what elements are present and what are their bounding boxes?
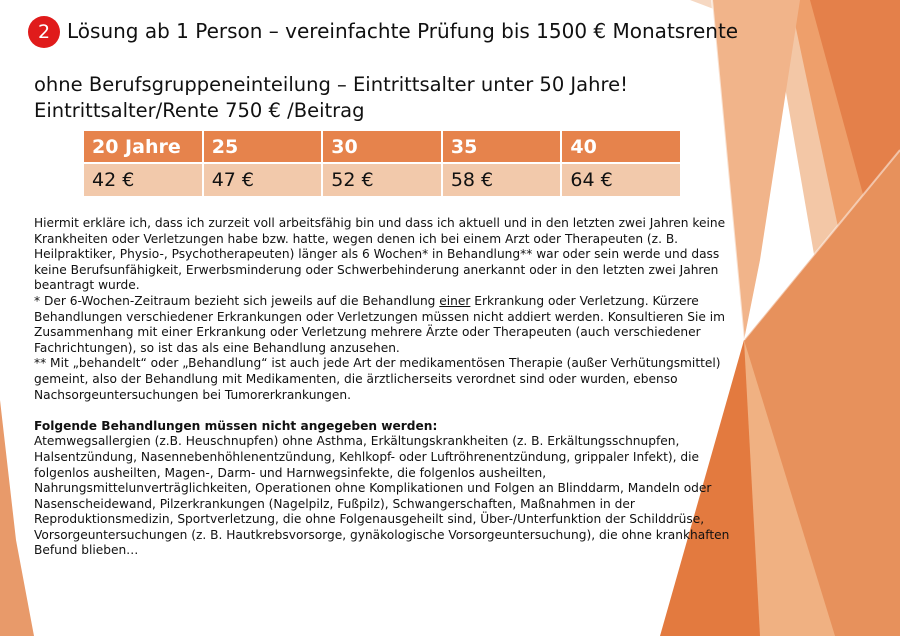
age-cell: 40	[561, 130, 681, 163]
paragraph-gap	[34, 403, 754, 419]
subtitle-block	[34, 72, 628, 124]
premium-cell: 47 €	[203, 163, 323, 197]
rate-table-value-row	[83, 163, 681, 197]
slide-title: Lösung ab 1 Person – vereinfachte Prüfung bis 1500 € Monatsrente	[67, 19, 739, 43]
footnote-text-end: Erkrankung oder Verletzung. Kürzere Behandlungen verschiedener Erkrankungen oder Verletzungen müssen nicht addiert werden. Konsultieren Sie im Zusammenhang mit einer Erkrankung oder Verletzung mehrere Ärzte oder Therapeuten (auch verschiedener Fachrichtungen), so ist das als eine Behandlung anzusehen.	[34, 293, 725, 355]
declaration-text	[34, 216, 754, 559]
rate-table-header-row	[83, 130, 681, 163]
age-cell: 20 Jahre	[83, 130, 203, 163]
premium-cell: 42 €	[83, 163, 203, 197]
exclusions-heading: Folgende Behandlungen müssen nicht angegeben werden:	[34, 418, 438, 433]
age-cell: 25	[203, 130, 323, 163]
premium-cell: 52 €	[322, 163, 442, 197]
slide-number-badge: 2	[28, 16, 60, 48]
age-cell: 30	[322, 130, 442, 163]
footnote-underlined-word: einer	[439, 293, 471, 308]
subtitle-line-2: Eintrittsalter/Rente 750 € /Beitrag	[34, 99, 365, 122]
exclusions-list: Atemwegsallergien (z.B. Heuschnupfen) ohne Asthma, Erkältungskrankheiten (z. B. Erkältungsschnupfen, Halsentzündung, Nasennebenhöhlenentzündung, Kehlkopf- oder Luftröhrenentzündung, grippaler Infekt), die folgenlos ausheilten, Magen-, Darm- und Harnwegsinfekte, die folgenlos ausheilten, Nahrungsmittelunverträglichkeiten, Operationen ohne Komplikationen und Folgen an Blinddarm, Mandeln oder Nasenscheidewand, Pilzerkrankungen (Nagelpilz, Fußpilz), Schwangerschaften, Maßnahmen in der Reproduktionsmedizin, Sportverletzung, die ohne Folgenausgeheilt sind, Über-/Unterfunktion der Schilddrüse, Vorsorgeuntersuchungen (z. B. Hautkrebsvorsorge, gynäkologische Vorsorgeuntersuchung), die ohne krankhaften Befund blieben…	[34, 434, 730, 558]
footnote-six-weeks	[34, 294, 754, 356]
footnote-treatment: ** Mit „behandelt“ oder „Behandlung“ ist auch jede Art der medikamentösen Therapie (außer Verhütungsmittel) gemeint, also der Behandlung mit Medikamenten, die ärztlicherseits verordnet sind oder wurden, ebenso Nachsorgeuntersuchungen bei Tumorerkrankungen.	[34, 356, 721, 402]
declaration-paragraph: Hiermit erkläre ich, dass ich zurzeit voll arbeitsfähig bin und dass ich aktuell und in den letzten zwei Jahren keine Krankheiten oder Verletzungen habe bzw. hatte, wegen denen ich bei einem Arzt oder Therapeuten (z. B. Heilpraktiker, Physio-, Psychotherapeuten) länger als 6 Wochen* in Behandlung** war oder sein werde und dass keine Berufsunfähigkeit, Erwerbsminderung oder Schwerbehinderung anerkannt oder in den letzten zwei Jahren beantragt wurde.	[34, 216, 726, 293]
rate-table	[82, 129, 682, 198]
premium-cell: 58 €	[442, 163, 562, 197]
subtitle-line-1: ohne Berufsgruppeneinteilung – Eintrittsalter unter 50 Jahre!	[34, 73, 628, 96]
age-cell: 35	[442, 130, 562, 163]
footnote-text-start: * Der 6-Wochen-Zeitraum bezieht sich jeweils auf die Behandlung	[34, 293, 440, 308]
premium-cell: 64 €	[561, 163, 681, 197]
